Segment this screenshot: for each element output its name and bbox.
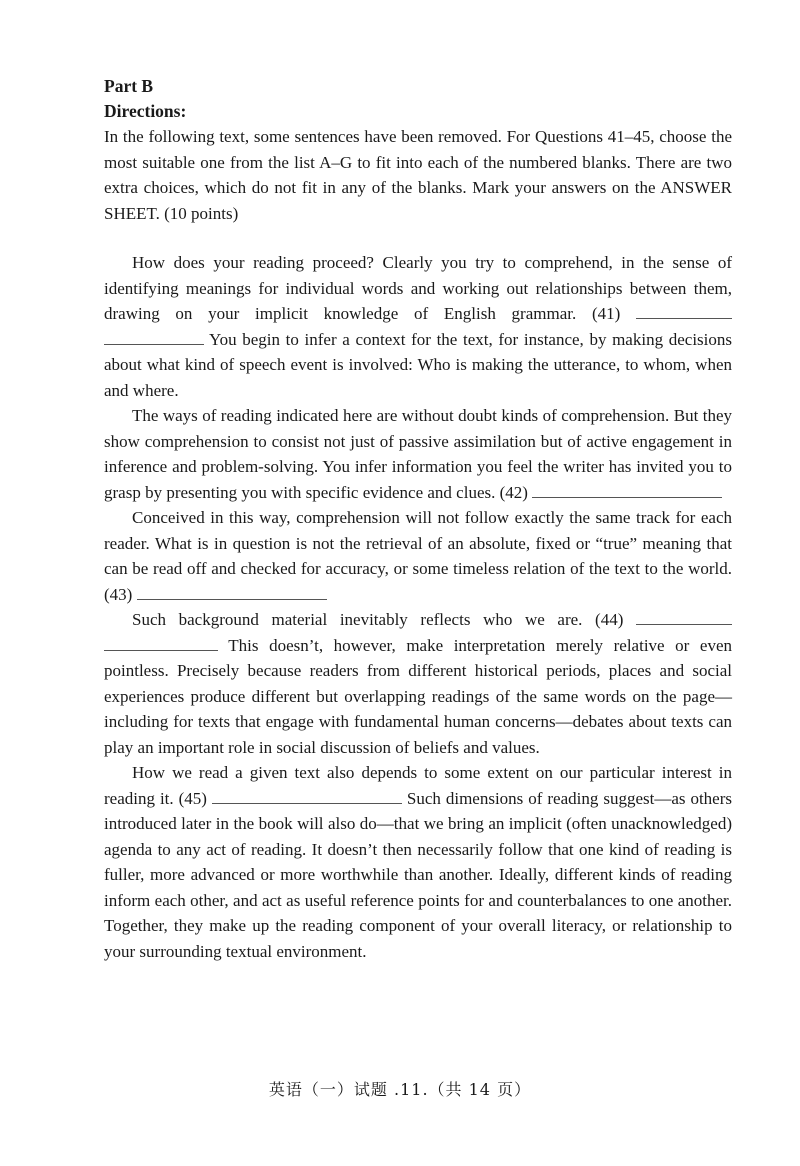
directions-text: In the following text, some sentences have been removed. For Questions 41–45, choose the most suitable one from the list A–G to fit into each of the numbered blanks. There are two extra choices, which do not fit in any of the blanks. Mark your answers on the ANSWER SHEET. (10 points) [104,127,732,223]
paragraph-4 [104,607,732,760]
blank-44[interactable] [636,623,732,625]
paragraph-5 [104,760,732,964]
directions-label: Directions: [104,101,187,121]
paragraph-5-part-b: Such dimensions of reading suggest—as others introduced later in the book will also do—that we bring an implicit (often unacknowledged) agenda to any act of reading. It doesn’t then necessarily follow that one kind of reading is fuller, more advanced or more worthwhile than another. Ideally, different kinds of reading inform each other, and act as useful reference points for and counterbalances to one another. Together, they make up the reading component of your overall literacy, or relationship to your surrounding textual environment. [104,788,732,961]
paragraph-4-part-a: Such background material inevitably reflects who we are. (44) [132,610,624,629]
paragraph-1-part-a: How does your reading proceed? Clearly you try to comprehend, in the sense of identifying meanings for individual words and working out relationships between them, drawing on your implicit knowledge of English grammar. (41) [104,253,732,323]
paragraph-5-part-a: How we read a given text also depends to some extent on our particular interest in reading it. (45) [104,763,732,808]
paragraph-1-part-b: You begin to infer a context for the text, for instance, by making decisions about what kind of speech event is involved: Who is making the utterance, to whom, when and where. [104,329,732,400]
page-footer: 英语（一）试题 .11.（共 14 页） [268,1080,532,1099]
paragraph-3 [104,505,732,607]
paragraph-4-part-b: This doesn’t, however, make interpretation merely relative or even pointless. Precisely because readers from different historical periods, places and social experiences produce different but overlapping readings of the same words on the page—including for texts that engage with fundamental human concerns—debates about texts can play an important role in social discussion of beliefs and values. [104,635,732,757]
blank-41-continued [104,343,204,345]
blank-43[interactable] [137,598,327,600]
blank-45[interactable] [212,802,402,804]
paragraph-3-text: Conceived in this way, comprehension will not follow exactly the same track for each reader. What is in question is not the retrieval of an absolute, fixed or “true” meaning that can be read off and checked for accuracy, or some timeless relation of the text to the world. (43) [104,508,732,604]
paragraph-2-text: The ways of reading indicated here are without doubt kinds of comprehension. But they show comprehension to consist not just of passive assimilation but of active engagement in inference and problem-solving. You infer information you feel the writer has invited you to grasp by presenting you with specific evidence and clues. (42) [104,406,732,502]
paragraph-1 [104,250,732,403]
blank-42[interactable] [532,496,722,498]
blank-44-continued [104,649,218,651]
blank-41[interactable] [636,317,732,319]
paragraph-2 [104,403,732,505]
part-heading: Part B [104,76,154,96]
exam-page [104,74,732,964]
